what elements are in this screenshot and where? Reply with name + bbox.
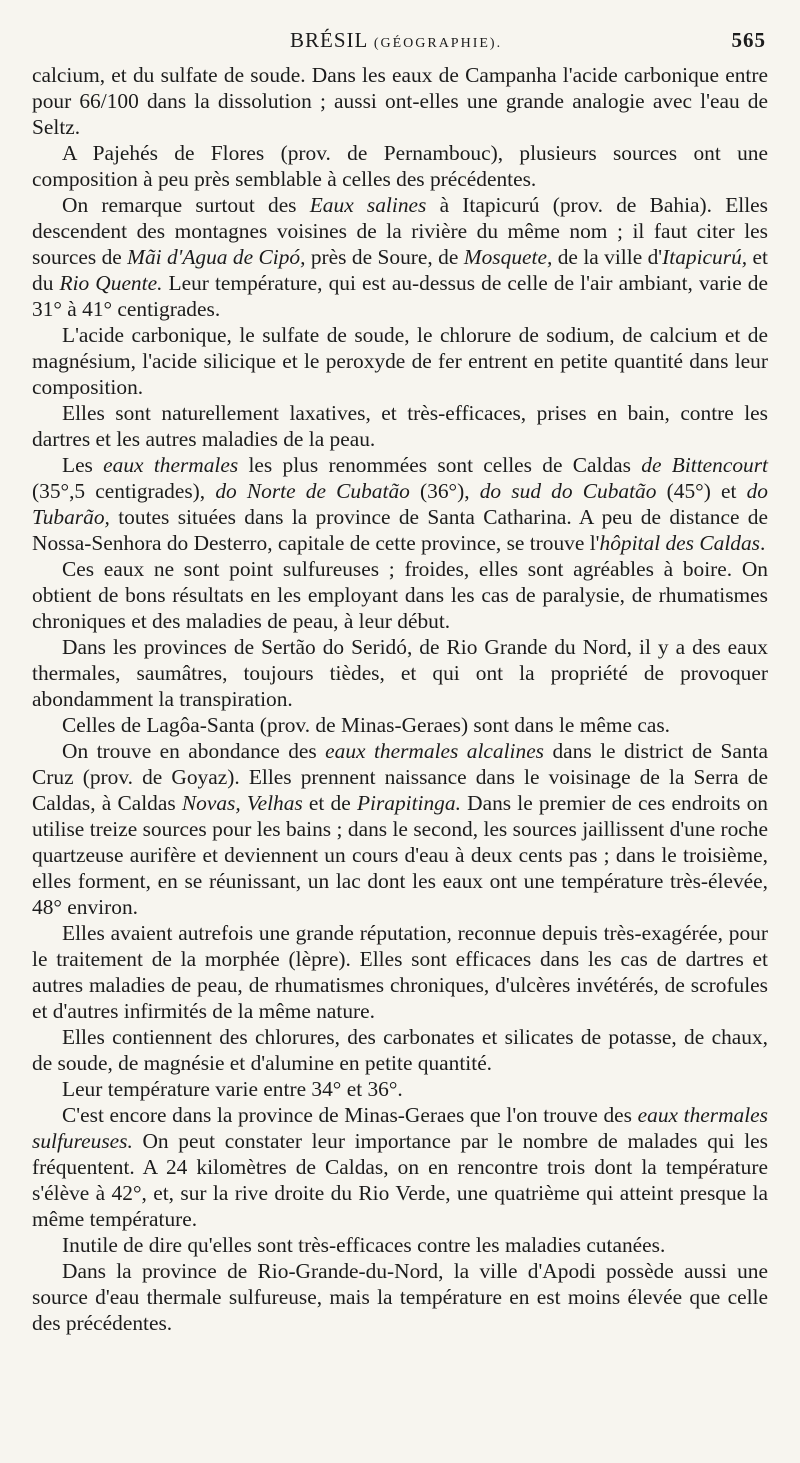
paragraph <box>32 140 768 192</box>
text-run: . <box>759 531 766 555</box>
paragraph <box>32 1024 768 1076</box>
italic-text: Itapicurú, <box>662 245 748 269</box>
text-run: Leur température varie entre 34° et 36°. <box>62 1077 403 1101</box>
text-run: On remarque surtout des <box>62 193 310 217</box>
paragraph <box>32 400 768 452</box>
italic-text: Pirapitinga. <box>356 791 461 815</box>
text-run: Elles contiennent des chlorures, des carbonates et silicates de potasse, de chaux, de soude, de magnésie et d'alumine en petite quantité. <box>32 1025 768 1075</box>
paragraph <box>32 712 768 738</box>
text-run: A Pajehés de Flores (prov. de Pernambouc), plusieurs sources ont une composition à peu près semblable à celles des précédentes. <box>32 141 768 191</box>
italic-text: do sud do Cubatão <box>479 479 657 503</box>
paragraph <box>32 192 768 322</box>
running-header <box>60 28 770 58</box>
text-run: calcium, et du sulfate de soude. Dans les eaux de Campanha l'acide carbonique entre pour 66/100 dans la dissolution ; aussi ont-elles une grande analogie avec l'eau de Seltz. <box>32 63 768 139</box>
italic-text: do Norte de Cubatão <box>215 479 410 503</box>
text-run: Dans le premier de ces endroits on utilise treize sources pour les bains ; dans le second, les sources jaillissent d'une roche quartzeuse aurifère et deviennent un cours d'eau à deux cents pas ; dans le troisième, elles forment, en se réunissant, un lac dont les eaux ont une température très-élevée, 48° environ. <box>32 791 768 919</box>
paragraph <box>32 1076 768 1102</box>
text-run: Ces eaux ne sont point sulfureuses ; froides, elles sont agréables à boire. On obtient de bons résultats en les employant dans les cas de paralysie, de rhumatismes chroniques et des maladies de peau, à leur début. <box>32 557 768 633</box>
italic-text: Eaux salines <box>309 193 427 217</box>
italic-text: eaux thermales alcalines <box>325 739 545 763</box>
header-subtitle: (GÉOGRAPHIE). <box>373 36 503 51</box>
text-run: à Itapicurú (prov. de Bahia). Elles descendent des montagnes voisines de la rivière du même nom ; il faut citer les sources de <box>32 193 769 269</box>
text-run: Inutile de dire qu'elles sont très-efficaces contre les maladies cutanées. <box>62 1233 666 1257</box>
paragraph <box>32 62 768 140</box>
paragraph <box>32 322 768 400</box>
paragraph <box>32 452 768 556</box>
text-run: (36°), <box>409 479 480 503</box>
text-run: et de <box>302 791 357 815</box>
text-run: Leur température, qui est au-dessus de celle de l'air ambiant, varie de 31° à 41° centigrades. <box>32 271 768 321</box>
paragraph <box>32 634 768 712</box>
text-run: Elles avaient autrefois une grande réputation, reconnue depuis très-exagérée, pour le traitement de la morphée (lèpre). Elles sont efficaces dans les cas de dartres et autres maladies de peau, de rhumatismes chroniques, d'ulcères invétérés, de scrofules et d'autres infirmités de la même nature. <box>32 921 768 1023</box>
text-run: (45°) et <box>656 479 747 503</box>
text-run: Elles sont naturellement laxatives, et très-efficaces, prises en bain, contre les dartres et les autres maladies de la peau. <box>32 401 768 451</box>
italic-text: eaux thermales sulfureuses. <box>32 1103 768 1153</box>
text-run: de la ville d' <box>552 245 663 269</box>
body-text <box>32 62 768 1336</box>
text-run: Celles de Lagôa-Santa (prov. de Minas-Geraes) sont dans le même cas. <box>62 713 671 737</box>
italic-text: de Bittencourt <box>641 453 768 477</box>
italic-text: hôpital des Caldas <box>599 531 760 555</box>
paragraph <box>32 738 768 920</box>
text-run: et du <box>32 245 768 295</box>
text-run: C'est encore dans la province de Minas-Geraes que l'on trouve des <box>62 1103 638 1127</box>
text-run: dans le district de Santa Cruz (prov. de Goyaz). Elles prennent naissance dans le voisinage de la Serra de Caldas, à Caldas <box>32 739 768 815</box>
text-run: On peut constater leur importance par le nombre de malades qui les fréquentent. A 24 kilomètres de Caldas, on en rencontre trois dont la température s'élève à 42°, et, sur la rive droite du Rio Verde, une quatrième qui atteint presque la même température. <box>32 1129 768 1231</box>
header-title <box>290 28 502 53</box>
text-run: L'acide carbonique, le sulfate de soude, le chlorure de sodium, de calcium et de magnésium, l'acide silicique et le peroxyde de fer entrent en petite quantité dans leur composition. <box>32 323 768 399</box>
header-title-main: BRÉSIL <box>290 28 368 52</box>
paragraph <box>32 1102 768 1232</box>
italic-text: do Tubarão, <box>32 479 768 529</box>
text-run: (35°,5 centigrades), <box>32 479 216 503</box>
italic-text: Rio Quente. <box>59 271 163 295</box>
text-run: près de Soure, de <box>305 245 464 269</box>
italic-text: eaux thermales <box>103 453 239 477</box>
text-run: les plus renommées sont celles de Caldas <box>238 453 642 477</box>
text-run: Dans les provinces de Sertão do Seridó, de Rio Grande du Nord, il y a des eaux thermales, saumâtres, toujours tièdes, et qui ont la propriété de provoquer abondamment la transpiration. <box>32 635 768 711</box>
italic-text: Novas, Velhas <box>181 791 303 815</box>
text-run: Dans la province de Rio-Grande-du-Nord, la ville d'Apodi possède aussi une source d'eau thermale sulfureuse, mais la température en est moins élevée que celle des précédentes. <box>32 1259 768 1335</box>
text-run: Les <box>62 453 104 477</box>
page-number: 565 <box>731 28 766 52</box>
paragraph <box>32 1258 768 1336</box>
text-run: toutes situées dans la province de Santa Catharina. A peu de distance de Nossa-Senhora do Desterro, capitale de cette province, se trouve l' <box>32 505 768 555</box>
italic-text: Mãi d'Agua de Cipó, <box>127 245 306 269</box>
italic-text: Mosquete, <box>463 245 553 269</box>
text-run: On trouve en abondance des <box>62 739 326 763</box>
paragraph <box>32 556 768 634</box>
paragraph <box>32 1232 768 1258</box>
paragraph <box>32 920 768 1024</box>
